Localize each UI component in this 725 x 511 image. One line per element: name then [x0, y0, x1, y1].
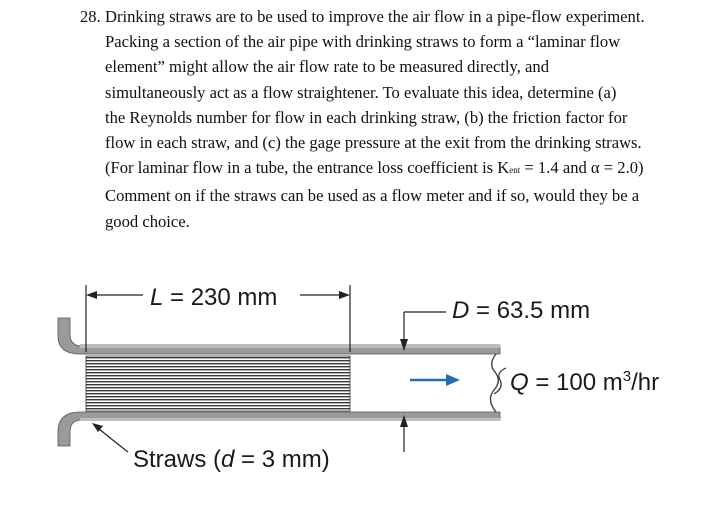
flow-label [510, 368, 659, 396]
upper-pipe-wall [58, 318, 500, 354]
flow-exponent: 3 [622, 368, 632, 385]
paren-prefix: (For laminar flow in a tube, the entrance loss coefficient is K [105, 158, 510, 178]
diameter-var: D [452, 297, 470, 324]
flow-value: = 100 m [528, 369, 623, 396]
straw-bundle [86, 356, 350, 411]
flow-unit: /hr [631, 369, 660, 396]
problem-line-3: element” might allow the air flow rate to be measured directly, and [105, 57, 550, 77]
straws-pointer [92, 423, 128, 452]
problem-line-4: simultaneously act as a flow straightener. To evaluate this idea, determine (a) [105, 82, 617, 102]
problem-line-9: good choice. [105, 211, 190, 231]
diameter-dimension [400, 312, 446, 452]
flow-arrow [410, 374, 460, 386]
problem-line-2: Packing a section of the air pipe with drinking straws to form a “laminar flow [105, 32, 621, 52]
straws-prefix: Straws ( [133, 446, 222, 473]
lower-pipe-wall [58, 412, 500, 446]
problem-line-8: Comment on if the straws can be used as a flow meter and if so, would they be a [105, 186, 640, 206]
problem-line-6: flow in each straw, and (c) the gage pressure at the exit from the drinking straws. [105, 133, 642, 153]
problem-line-5: the Reynolds number for flow in each drinking straw, (b) the friction factor for [105, 107, 628, 127]
problem-number: 28. [80, 7, 101, 26]
length-value: = 230 mm [163, 284, 278, 311]
diameter-value: = 63.5 mm [469, 297, 591, 324]
straws-label [133, 446, 330, 473]
diameter-label [452, 297, 590, 324]
length-var: L [150, 284, 164, 311]
straws-value: = 3 mm) [234, 446, 330, 473]
paren-mid: = 1.4 and α = 2.0) [520, 158, 644, 178]
length-label [150, 284, 277, 311]
flow-var: Q [510, 369, 529, 396]
paren-subscript: ent [509, 165, 521, 176]
straws-var: d [221, 446, 235, 473]
problem-line-1: Drinking straws are to be used to improve the air flow in a pipe-flow experiment. [105, 7, 645, 26]
pipe-break-line [490, 354, 498, 412]
